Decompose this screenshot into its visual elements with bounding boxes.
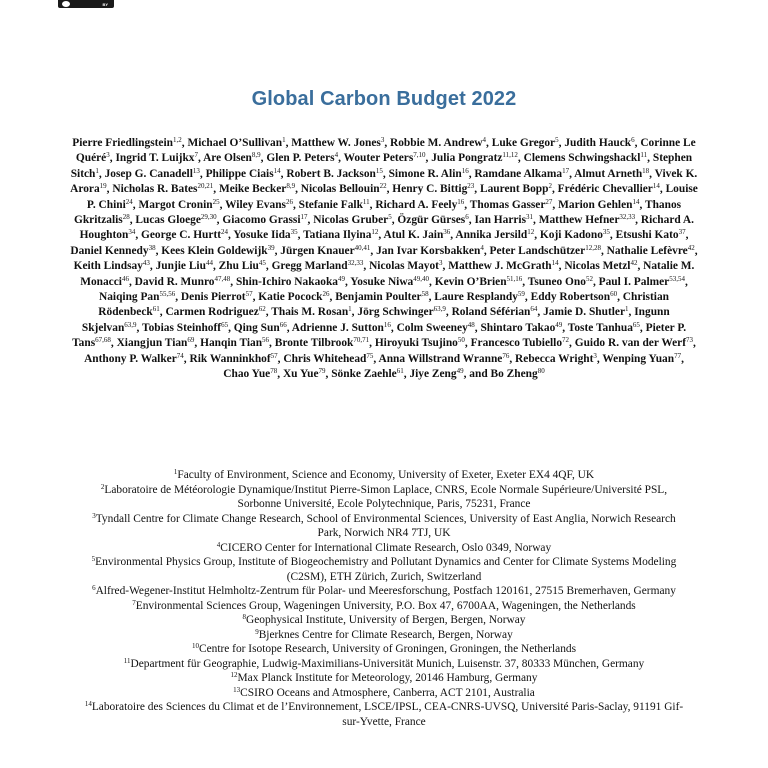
author-affiliation-marker: 16 [457, 197, 465, 206]
author-affiliation-marker: 43 [142, 259, 150, 268]
author-name: Josep G. Canadell [104, 167, 193, 180]
author-affiliation-marker: 57 [245, 290, 253, 299]
author-affiliation-marker: 58 [421, 290, 429, 299]
affiliation-text: CICERO Center for International Climate Research, Oslo 0349, Norway [220, 541, 552, 554]
author-affiliation-marker: 64 [530, 305, 538, 314]
author-name: Nicolas Mayot [369, 260, 439, 273]
author-affiliation-marker: 40,41 [354, 243, 371, 252]
author-affiliation-marker: 52 [585, 274, 593, 283]
cc-by-license-badge [58, 0, 114, 8]
author-affiliation-marker: 70,71 [353, 336, 370, 345]
author-affiliation-marker: 1 [282, 136, 286, 144]
affiliation-item [80, 541, 688, 556]
author-name: Junjie Liu [155, 260, 206, 273]
author-name: Shin-Ichiro Nakaoka [235, 275, 338, 288]
author-affiliation-marker: 69 [187, 336, 195, 345]
affiliation-text: Bjerknes Centre for Climate Research, Bergen, Norway [258, 628, 513, 641]
author-affiliation-marker: 59 [517, 290, 525, 299]
author-name: Adrienne J. Sutton [291, 321, 384, 334]
author-name: Zhu Liu [218, 260, 259, 273]
author-name: Wouter Peters [343, 152, 414, 165]
author-affiliation-marker: 16 [383, 320, 391, 329]
author-affiliation-marker: 1,2 [172, 136, 182, 144]
author-affiliation-marker: 14 [551, 259, 559, 268]
author-affiliation-marker: 8,9 [251, 151, 261, 160]
author-name: Stephen Sitch [70, 152, 693, 180]
author-affiliation-marker: 20,21 [197, 182, 214, 191]
author-name: Hanqin Tian [200, 337, 263, 350]
author-name: Eddy Robertson [530, 291, 611, 304]
affiliation-item [80, 642, 688, 657]
author-affiliation-marker: 24 [221, 228, 229, 237]
author-affiliation-marker: 46 [121, 274, 129, 283]
author-name: Kees Klein Goldewijk [161, 244, 268, 257]
author-name: Özgür Gürses [397, 214, 466, 227]
author-affiliation-marker: 3 [106, 151, 110, 160]
author-affiliation-marker: 6 [465, 213, 469, 222]
author-name: Keith Lindsay [73, 260, 143, 273]
affiliation-number: 12 [230, 671, 238, 679]
cc-icon [62, 1, 70, 7]
author-name: Almut Arneth [574, 167, 643, 180]
author-affiliation-marker: 3 [380, 136, 385, 144]
author-name: Roland Séférian [451, 306, 531, 319]
author-name: Stefanie Falk [298, 198, 363, 211]
author-affiliation-marker: 32,33 [619, 213, 636, 222]
author-affiliation-marker: 48 [467, 320, 475, 329]
author-name: Judith Hauck [564, 137, 632, 149]
affiliation-item [80, 555, 688, 584]
author-affiliation-marker: 65 [632, 320, 640, 329]
author-affiliation-marker: 11 [640, 151, 648, 160]
author-affiliation-marker: 53,54 [669, 274, 685, 283]
author-affiliation-marker: 49 [338, 274, 345, 283]
author-name: Etsushi Kato [615, 229, 679, 242]
affiliation-item [80, 657, 688, 672]
author-affiliation-marker: 6 [631, 136, 635, 144]
author-name: Wiley Evans [225, 198, 286, 211]
author-affiliation-marker: 29,30 [200, 213, 217, 222]
author-affiliation-marker: 3 [438, 259, 443, 268]
author-affiliation-marker: 78 [270, 367, 278, 376]
author-name: Koji Kadono [539, 229, 603, 242]
author-name: Laure Resplandy [434, 291, 518, 304]
author-affiliation-marker: 55,56 [159, 290, 176, 299]
affiliation-text: Laboratoire des Sciences du Climat et de l’Environnement, LSCE/IPSL, CEA-CNRS-UVSQ, Université Paris-Saclay, 91191 Gif-sur-Yvette, France [91, 701, 684, 728]
author-name: Toste Tanhua [567, 321, 633, 334]
author-name: Bo Zheng [490, 368, 538, 381]
author-name: Vivek K. Arora [70, 167, 698, 196]
author-name: Rik Wanninkhof [189, 352, 271, 365]
author-name: Thais M. Rosan [271, 306, 349, 319]
author-name: Jürgen Knauer [280, 244, 355, 257]
author-name: Qing Sun [233, 321, 280, 334]
author-affiliation-marker: 11,12 [502, 151, 518, 160]
author-name: Xiangjun Tian [116, 337, 188, 350]
affiliation-text: Faculty of Environment, Science and Economy, University of Exeter, Exeter EX4 4QF, UK [177, 469, 595, 481]
author-name: Hiroyuki Tsujino [374, 337, 458, 350]
author-affiliation-marker: 4 [480, 243, 484, 252]
author-affiliation-marker: 12,28 [585, 243, 601, 252]
author-affiliation-marker: 4 [482, 136, 487, 144]
author-name: Ian Harris [474, 214, 527, 227]
author-name: Luke Gregor [491, 137, 556, 149]
author-affiliation-marker: 36 [443, 228, 451, 237]
author-name: Tobias Steinhoff [142, 321, 222, 334]
author-name: Tsuneo Ono [527, 275, 586, 288]
author-affiliation-marker: 66 [279, 320, 287, 329]
author-name: Bronte Tilbrook [274, 337, 354, 350]
author-name: Michael O’Sullivan [187, 137, 283, 149]
author-name: Wenping Yuan [602, 352, 675, 365]
author-name: Shintaro Takao [480, 321, 556, 334]
author-name: Atul K. Jain [383, 229, 444, 242]
author-name: Matthew W. Jones [291, 137, 381, 149]
affiliation-text: Laboratoire de Météorologie Dynamique/Institut Pierre-Simon Laplace, CNRS, Ecole Normale Supérieure/Université PSL, Sorbonne Université, Ecole Polytechnique, Paris, 75231, France [104, 483, 668, 510]
author-name: Louise P. Chini [86, 183, 698, 211]
author-name: Benjamin Poulter [335, 291, 422, 304]
author-affiliation-marker: 22 [379, 182, 387, 191]
author-name: Ingunn Skjelvan [81, 306, 670, 334]
author-name: Robbie M. Andrew [390, 137, 483, 149]
author-affiliation-marker: 61 [396, 367, 404, 376]
author-affiliation-marker: 67,68 [95, 336, 111, 345]
author-name: Thanos Gkritzalis [73, 198, 682, 227]
affiliation-number: 2 [100, 482, 105, 491]
author-affiliation-marker: 73 [686, 336, 694, 345]
author-affiliation-marker: 37 [678, 228, 686, 237]
author-name: Henry C. Bittig [392, 183, 468, 196]
affiliation-text: Department für Geographie, Ludwig-Maximilians-Universität Munich, Luisenstr. 37, 80333 München, Germany [130, 657, 645, 670]
author-affiliation-marker: 65 [221, 320, 229, 329]
license-badge-text: BY [102, 1, 108, 7]
author-name: Nicolas Metzl [564, 260, 631, 273]
author-affiliation-marker: 51,16 [506, 274, 523, 283]
author-affiliation-marker: 34 [128, 228, 136, 237]
affiliation-number: 1 [173, 468, 178, 476]
affiliation-text: Tyndall Centre for Climate Change Research, School of Environmental Sciences, University of East Anglia, Norwich Research Park, Norwich NR4 7TJ, UK [95, 512, 676, 539]
author-affiliation-marker: 72 [562, 336, 570, 345]
affiliation-text: Geophysical Institute, University of Bergen, Bergen, Norway [245, 614, 526, 626]
author-affiliation-marker: 32,33 [347, 259, 364, 268]
author-name: Lucas Gloege [135, 214, 201, 227]
author-name: Nicholas R. Bates [112, 183, 198, 196]
author-name: Naiqing Pan [99, 291, 160, 304]
author-name: Nathalie Lefèvre [606, 244, 688, 257]
author-name: George C. Hurtt [141, 229, 222, 242]
author-affiliation-marker: 11 [362, 197, 370, 206]
affiliation-item [80, 700, 688, 729]
author-name: Christian Rödenbeck [98, 291, 669, 319]
affiliation-number: 3 [92, 511, 96, 520]
author-affiliation-marker: 18 [642, 166, 650, 175]
author-affiliation-marker: 17 [562, 166, 570, 175]
author-affiliation-marker: 77 [674, 351, 682, 360]
author-affiliation-marker: 31 [526, 213, 534, 222]
author-name: Chao Yue [223, 368, 271, 381]
author-affiliation-marker: 23 [467, 182, 475, 191]
author-name: Xu Yue [282, 368, 319, 381]
author-affiliation-marker: 35 [290, 228, 298, 237]
author-name: Pierre Friedlingstein [72, 137, 173, 149]
author-affiliation-marker: 45 [258, 259, 266, 268]
author-affiliation-marker: 16 [461, 166, 469, 175]
author-name: Colm Sweeney [396, 321, 468, 334]
author-affiliation-marker: 49 [456, 367, 464, 376]
author-name: Gregg Marland [271, 260, 348, 273]
affiliation-item [80, 483, 688, 512]
author-name: Ingrid T. Luijkx [115, 152, 195, 165]
author-name: Yosuke Iida [233, 229, 291, 242]
author-affiliation-marker: 2 [548, 182, 552, 191]
affiliation-item [80, 599, 688, 614]
author-name: Marion Gehlen [558, 198, 633, 211]
author-affiliation-marker: 79 [318, 367, 326, 376]
author-affiliation-marker: 7,10 [413, 151, 426, 160]
affiliation-text: Max Planck Institute for Meteorology, 20146 Hamburg, Germany [237, 672, 538, 684]
author-affiliation-marker: 26 [285, 197, 293, 206]
author-name: Frédéric Chevallier [557, 183, 653, 196]
author-name: Paul I. Palmer [598, 275, 670, 288]
author-name: Guido R. van der Werf [574, 337, 687, 350]
author-name: Matthew Hefner [538, 214, 620, 227]
author-name: Nicolas Bellouin [300, 183, 380, 196]
affiliation-item [80, 584, 688, 599]
author-affiliation-marker: 5 [388, 213, 392, 222]
author-affiliation-marker: 17 [300, 213, 308, 222]
author-affiliation-marker: 35 [602, 228, 610, 237]
author-name: Jiye Zeng [409, 368, 457, 381]
author-affiliation-marker: 60 [610, 290, 618, 299]
affiliation-item [80, 613, 688, 628]
author-affiliation-marker: 14 [652, 182, 660, 191]
affiliation-number: 10 [191, 642, 199, 650]
author-name: Richard A. Feely [375, 198, 458, 211]
author-affiliation-marker: 14 [273, 166, 281, 175]
author-name: Ramdane Alkama [474, 167, 563, 180]
author-affiliation-marker: 50 [457, 336, 465, 345]
author-affiliation-marker: 42 [630, 259, 638, 268]
author-affiliation-marker: 42 [687, 243, 695, 252]
author-affiliation-marker: 8,9 [286, 182, 296, 191]
affiliation-number: 7 [132, 598, 136, 607]
author-affiliation-marker: 63,9 [124, 320, 137, 329]
affiliation-text: Environmental Sciences Group, Wageningen University, P.O. Box 47, 6700AA, Wageningen, the Netherlands [135, 599, 636, 612]
author-name: Glen P. Peters [266, 152, 335, 165]
paper-title: Global Carbon Budget 2022 [251, 88, 517, 110]
author-affiliation-marker: 56 [262, 336, 270, 345]
author-name: David R. Munro [134, 275, 215, 288]
author-name: Philippe Ciais [205, 167, 274, 180]
author-name: Daniel Kennedy [70, 244, 149, 257]
author-affiliation-marker: 15 [375, 166, 383, 175]
author-name: Denis Pierrot [180, 291, 246, 304]
author-affiliation-marker: 28 [122, 213, 130, 222]
author-name: Pieter P. Tans [72, 321, 687, 350]
author-name: Yosuke Niwa [350, 275, 414, 288]
author-name: Robert B. Jackson [286, 167, 376, 180]
author-affiliation-marker: 24 [125, 197, 133, 206]
affiliation-item [80, 686, 688, 701]
author-name: Tatiana Ilyina [303, 229, 372, 242]
affiliation-number: 5 [91, 555, 96, 563]
author-name: Julia Pongratz [431, 152, 503, 165]
author-affiliation-marker: 61 [152, 305, 160, 314]
author-name: Matthew J. McGrath [448, 260, 552, 273]
author-affiliation-marker: 74 [176, 351, 184, 360]
author-affiliation-marker: 80 [537, 367, 545, 376]
affiliation-number: 8 [242, 613, 246, 621]
author-affiliation-marker: 26 [322, 290, 330, 299]
author-conjunction: and [469, 368, 488, 381]
author-affiliation-marker: 27 [545, 197, 553, 206]
author-affiliation-marker: 75 [366, 351, 374, 360]
author-name: Kevin O’Brien [434, 275, 507, 288]
author-affiliation-marker: 44 [205, 259, 213, 268]
author-affiliation-marker: 63,9 [433, 305, 446, 314]
author-name: Rebecca Wright [515, 352, 594, 365]
author-affiliation-marker: 57 [270, 351, 278, 360]
author-name: Jan Ivar Korsbakken [376, 244, 481, 257]
author-name: Anthony P. Walker [84, 352, 177, 365]
author-name: Corinne Le Quéré [75, 137, 696, 165]
author-name: Carmen Rodriguez [165, 306, 259, 319]
affiliation-number: 6 [92, 584, 96, 592]
affiliation-text: CSIRO Oceans and Atmosphere, Canberra, ACT 2101, Australia [240, 686, 535, 699]
author-affiliation-marker: 25 [212, 197, 220, 206]
author-affiliation-marker: 14 [632, 197, 640, 206]
author-affiliation-marker: 7 [194, 151, 198, 160]
affiliation-text: Environmental Physics Group, Institute of Biogeochemistry and Pollutant Dynamics and Center for Climate Systems Modeling (C2SM), ETH Zürich, Zurich, Switzerland [95, 556, 677, 583]
author-name: Peter Landschützer [489, 244, 586, 257]
affiliation-number: 14 [84, 700, 92, 708]
affiliation-number: 11 [123, 656, 131, 665]
author-affiliation-marker: 38 [148, 243, 156, 252]
author-name: Sönke Zaehle [331, 368, 397, 381]
author-affiliation-marker: 1 [625, 305, 629, 314]
author-name: Meike Becker [218, 183, 287, 196]
affiliation-item [80, 671, 688, 686]
affiliation-item [80, 512, 688, 541]
author-name: Katie Pocock [258, 291, 323, 304]
author-name: Clemens Schwingshackl [523, 152, 641, 165]
author-name: Richard A. Houghton [79, 214, 695, 242]
author-name: Francesco Tubiello [470, 337, 563, 350]
author-affiliation-marker: 49 [555, 320, 563, 329]
author-affiliation-marker: 5 [555, 136, 559, 144]
author-name: Laurent Bopp [479, 183, 549, 196]
author-name: Simone R. Alin [388, 167, 462, 180]
author-affiliation-marker: 12 [371, 228, 379, 237]
affiliation-item [80, 628, 688, 643]
affiliation-item [80, 468, 688, 483]
affiliation-number: 9 [255, 627, 259, 636]
author-name: Natalie M. Monacci [80, 260, 695, 288]
author-name: Jörg Schwinger [357, 306, 434, 319]
author-affiliation-marker: 47,48 [214, 274, 231, 283]
author-affiliation-marker: 1 [95, 166, 99, 175]
author-affiliation-marker: 19 [99, 182, 107, 191]
author-affiliation-marker: 39 [267, 243, 275, 252]
author-name: Are Olsen [203, 152, 252, 165]
author-affiliation-marker: 3 [593, 351, 597, 360]
author-name: Nicolas Gruber [313, 214, 389, 227]
author-affiliation-marker: 4 [334, 151, 339, 160]
author-name: Chris Whitehead [283, 352, 367, 365]
author-affiliation-marker: 13 [192, 166, 200, 175]
author-name: Anna Willstrand Wranne [378, 352, 503, 365]
affiliation-text: Alfred-Wegener-Institut Helmholtz-Zentrum für Polar- und Meeresforschung, Postfach 120161, 27515 Bremerhaven, Germany [95, 585, 676, 597]
affiliation-text: Centre for Isotope Research, University of Groningen, Groningen, the Netherlands [198, 643, 577, 655]
author-list: Pierre Friedlingstein$^{1,2}$, Michael O’Sullivan$^1$, Matthew W. Jones$^3$, Robbie M. Andrew$^4$, Luke Gregor$^5$, Judith Hauck$^6$, Corinne Le Quéré$^3$, Ingrid T. Luijkx$^7$, Are Olsen$^{8,9}$, Glen P. Peters$^4$, Wouter Peters$^{7,10}$, Julia Pongratz$^{11,12}$, Clemens Schwingshackl$^{11}$, Stephen Sitch$^1$, Josep G. Canadell$^{13}$, Philippe Ciais$^{14}$, Robert B. Jackson$^{15}$, Simone R. Alin$^{16}$, Ramdane Alkama$^{17}$, Almut Arneth$^{18}$, Vivek K. Arora$^{19}$, Nicholas R. Bates$^{20,21}$, Meike Becker$^{8,9}$, Nicolas Bellouin$^{22}$, Henry C. Bittig$^{23}$, Laurent Bopp$^2$, Frédéric Chevallier$^{14}$, Louise P. Chini$^{24}$, Margot Cronin$^{25}$, Wiley Evans$^{26}$, Stefanie Falk$^{11}$, Richard A. Feely$^{16}$, Thomas Gasser$^{27}$, Marion Gehlen$^{14}$, Thanos Gkritzalis$^{28}$, Lucas Gloege$^{29,30}$, Giacomo Grassi$^{17}$, Nicolas Gruber$^5$, Özgür Gürses$^6$, Ian Harris$^{31}$, Matthew Hefner$^{32,33}$, Richard A. Houghton$^{34}$, George C. Hurtt$^{24}$, Yosuke Iida$^{35}$, Tatiana Ilyina$^{12}$, Atul K. Jain$^{36}$, Annika Jersild$^{12}$, Koji Kadono$^{35}$, Etsushi Kato$^{37}$, Daniel Kennedy$^{38}$, Kees Klein Goldewijk$^{39}$, Jürgen Knauer$^{40,41}$, Jan Ivar Korsbakken$^4$, Peter Landschützer$^{12,28}$, Nathalie Lefèvre$^{42}$, Keith Lindsay$^{43}$, Junjie Liu$^{44}$, Zhu Liu$^{45}$, Gregg Marland$^{32,33}$, Nicolas Mayot$^3$, Matthew J. McGrath$^{14}$, Nicolas Metzl$^{42}$, Natalie M. Monacci$^{46}$, David R. Munro$^{47,48}$, Shin-Ichiro Nakaoka$^{49}$, Yosuke Niwa$^{49,40}$, Kevin O’Brien$^{51,16}$, Tsuneo Ono$^{52}$, Paul I. Palmer$^{53,54}$, Naiqing Pan$^{55,56}$, Denis Pierrot$^{57}$, Katie Pocock$^{26}$, Benjamin Poulter$^{58}$, Laure Resplandy$^{59}$, Eddy Robertson$^{60}$, Christian Rödenbeck$^{61}$, Carmen Rodriguez$^{62}$, Thais M. Rosan$^1$, Jörg Schwinger$^{63,9}$, Roland Séférian$^{64}$, Jamie D. Shutler$^1$, Ingunn Skjelvan$^{63,9}$, Tobias Steinhoff$^{65}$, Qing Sun$^{66}$, Adrienne J. Sutton$^{16}$, Colm Sweeney$^{48}$, Shintaro Takao$^{49}$, Toste Tanhua$^{65}$, Pieter P. Tans$^{67,68}$, Xiangjun Tian$^{69}$, Hanqin Tian$^{56}$, Bronte Tilbrook$^{70,71}$, Hiroyuki Tsujino$^{50}$, Francesco Tubiello$^{72}$, Guido R. van der Werf$^{73}$, Anthony P. Walker$^{74}$, Rik Wanninkhof$^{57}$, Chris Whitehead$^{75}$, Anna Willstrand Wranne$^{76}$, Rebecca Wright$^3$, Wenping Yuan$^{77}$, Chao Yue$^{78}$, Xu Yue$^{79}$, Sönke Zaehle$^{61}$, Jiye Zeng$^{49}$, and Bo Zheng$^{80}$ [70, 136, 698, 381]
author-affiliation-marker: 12 [527, 228, 535, 237]
author-affiliation-marker: 1 [348, 305, 352, 314]
author-affiliation-marker: 49,40 [413, 274, 430, 283]
affiliation-number: 4 [216, 540, 221, 549]
author-affiliation-marker: 76 [502, 351, 510, 360]
affiliation-list [80, 468, 688, 729]
author-name: Margot Cronin [138, 198, 213, 211]
author-name: Annika Jersild [455, 229, 528, 242]
author-name: Giacomo Grassi [222, 214, 301, 227]
author-affiliation-marker: 62 [258, 305, 266, 314]
author-name: Thomas Gasser [469, 198, 546, 211]
author-name: Jamie D. Shutler [543, 306, 626, 319]
affiliation-number: 13 [233, 685, 241, 694]
